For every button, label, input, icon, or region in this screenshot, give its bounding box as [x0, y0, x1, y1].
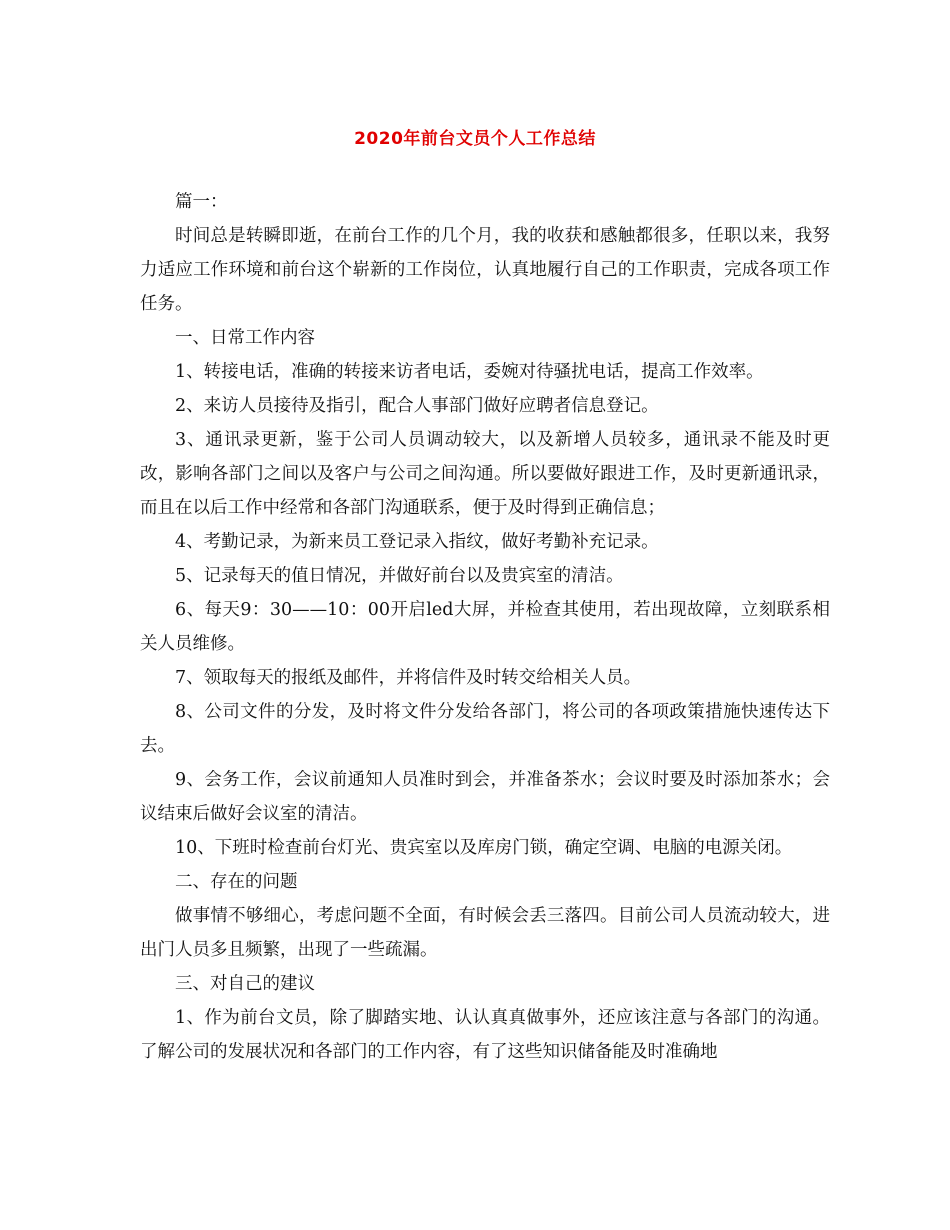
paragraph-section-label: 篇一： — [175, 192, 228, 212]
paragraph-problems: 做事情不够细心，考虑问题不全面，有时候会丢三落四。目前公司人员流动较大，进出门人员多且频繁，出现了一些疏漏。 — [140, 906, 830, 960]
heading-problems: 二、存在的问题 — [175, 872, 298, 892]
document-title: 2020年前台文员个人工作总结 — [354, 129, 596, 149]
list-item: 10、下班时检查前台灯光、贵宾室以及库房门锁，确定空调、电脑的电源关闭。 — [175, 838, 793, 858]
list-item: 1、转接电话，准确的转接来访者电话，委婉对待骚扰电话，提高工作效率。 — [175, 362, 764, 382]
heading-suggestions: 三、对自己的建议 — [175, 974, 315, 994]
list-item: 3、通讯录更新，鉴于公司人员调动较大，以及新增人员较多，通讯录不能及时更改，影响各部门之间以及客户与公司之间沟通。所以要做好跟进工作，及时更新通讯录，而且在以后工作中经常和各部门沟通联系，便于及时得到正确信息； — [140, 430, 830, 518]
list-item: 4、考勤记录，为新来员工登记录入指纹，做好考勤补充记录。 — [175, 532, 659, 552]
document-body — [140, 185, 830, 1069]
list-item: 6、每天9：30——10：00开启led大屏，并检查其使用，若出现故障，立刻联系相关人员维修。 — [140, 600, 830, 654]
list-item: 5、记录每天的值日情况，并做好前台以及贵宾室的清洁。 — [175, 566, 624, 586]
list-item: 8、公司文件的分发，及时将文件分发给各部门，将公司的各项政策措施快速传达下去。 — [140, 702, 830, 756]
list-item: 1、作为前台文员，除了脚踏实地、认认真真做事外，还应该注意与各部门的沟通。了解公司的发展状况和各部门的工作内容，有了这些知识储备能及时准确地 — [140, 1008, 830, 1062]
list-item: 9、会务工作，会议前通知人员准时到会，并准备茶水；会议时要及时添加茶水；会议结束后做好会议室的清洁。 — [140, 770, 830, 824]
list-item: 2、来访人员接待及指引，配合人事部门做好应聘者信息登记。 — [175, 396, 659, 416]
paragraph-intro: 时间总是转瞬即逝，在前台工作的几个月，我的收获和感触都很多，任职以来，我努力适应工作环境和前台这个崭新的工作岗位，认真地履行自己的工作职责，完成各项工作任务。 — [140, 226, 830, 314]
list-item: 7、领取每天的报纸及邮件，并将信件及时转交给相关人员。 — [175, 668, 642, 688]
heading-daily-work: 一、日常工作内容 — [175, 328, 315, 348]
